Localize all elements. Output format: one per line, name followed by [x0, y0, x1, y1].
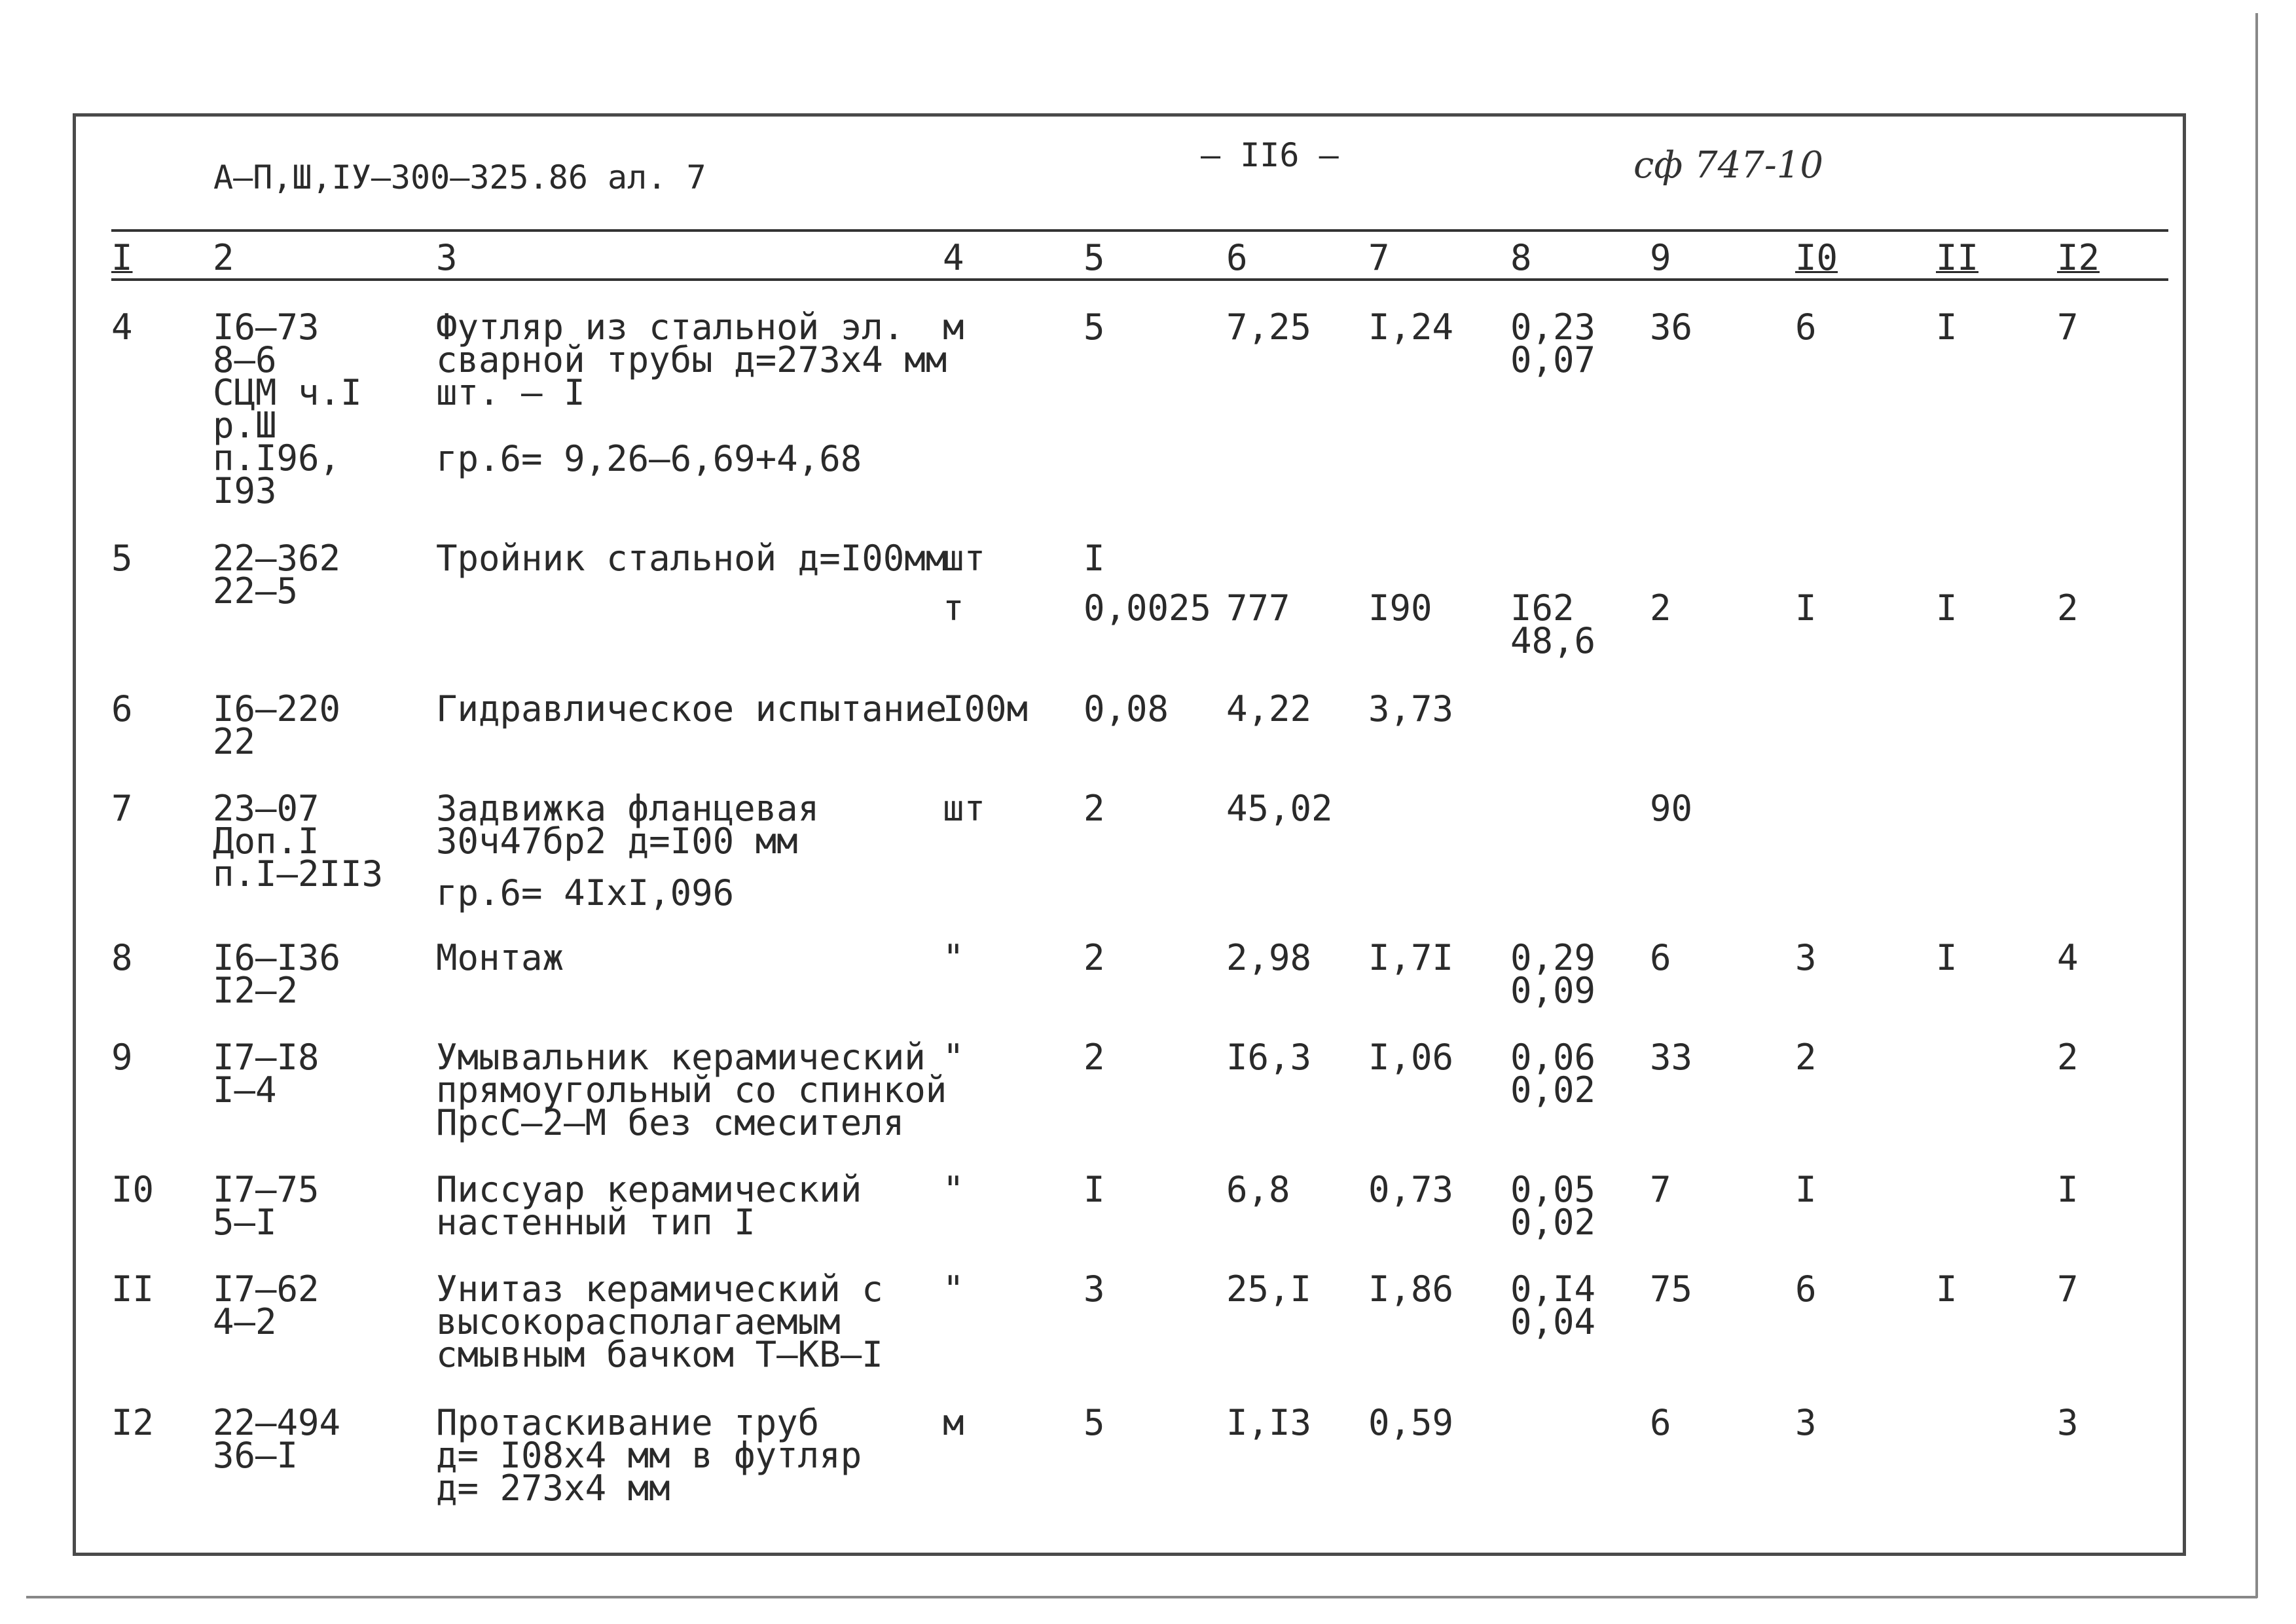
- row-11-description: Унитаз керамический с высокорасполагаемым смывным бачком Т–КВ–I: [436, 1268, 883, 1375]
- row-6-col5: 0,08: [1084, 688, 1169, 729]
- row-4-number: 4: [111, 306, 133, 348]
- row-8-col11: I: [1936, 937, 1958, 978]
- row-10-col8: 0,05 0,02: [1510, 1169, 1596, 1243]
- row-10-number: I0: [111, 1169, 155, 1210]
- scan-edge-right: [2255, 13, 2258, 1598]
- column-number-10: I0: [1795, 237, 1838, 278]
- header-rule-top: [111, 229, 2168, 232]
- row-9-col6: I6,3: [1226, 1037, 1312, 1078]
- row-4-col7: I,24: [1368, 306, 1454, 348]
- row-4-col8: 0,23 0,07: [1510, 306, 1596, 380]
- row-11-col9: 75: [1650, 1268, 1693, 1310]
- row-5-unit-2: т: [943, 587, 964, 629]
- row-9-col10: 2: [1795, 1037, 1817, 1078]
- column-number-8: 8: [1510, 237, 1532, 278]
- row-11-unit: ": [943, 1268, 964, 1310]
- row-11-code: I7–62 4–2: [213, 1268, 319, 1342]
- row-10-col5: I: [1084, 1169, 1105, 1210]
- row-12-description: Протаскивание труб д= I08х4 мм в футляр д= 273х4 мм: [436, 1402, 862, 1509]
- row-7-formula: гр.6= 4IхI,096: [436, 872, 735, 913]
- row-5-col5-b: 0,0025: [1084, 587, 1212, 629]
- row-10-col10: I: [1795, 1169, 1817, 1210]
- column-number-6: 6: [1226, 237, 1248, 278]
- row-5-col5: I: [1084, 538, 1105, 579]
- row-11-col6: 25,I: [1226, 1268, 1312, 1310]
- column-number-5: 5: [1084, 237, 1105, 278]
- row-10-unit: ": [943, 1169, 964, 1210]
- row-5-col11: I: [1936, 587, 1958, 629]
- row-8-col9: 6: [1650, 937, 1671, 978]
- row-8-col7: I,7I: [1368, 937, 1454, 978]
- row-7-unit: шт: [943, 788, 986, 829]
- row-8-code: I6–I36 I2–2: [213, 937, 341, 1011]
- row-6-col7: 3,73: [1368, 688, 1454, 729]
- row-12-code: 22–494 36–I: [213, 1402, 341, 1476]
- row-9-col8: 0,06 0,02: [1510, 1037, 1596, 1111]
- row-10-col7: 0,73: [1368, 1169, 1454, 1210]
- row-12-number: I2: [111, 1402, 155, 1443]
- scan-edge-bottom: [26, 1596, 2257, 1598]
- row-7-code: 23–07 Доп.I п.I–2II3: [213, 788, 384, 895]
- row-4-col9: 36: [1650, 306, 1693, 348]
- row-4-unit: м: [943, 306, 964, 348]
- row-7-col9: 90: [1650, 788, 1693, 829]
- column-number-1: I: [111, 237, 133, 278]
- row-11-col10: 6: [1795, 1268, 1817, 1310]
- row-9-col5: 2: [1084, 1037, 1105, 1078]
- row-8-col8: 0,29 0,09: [1510, 937, 1596, 1011]
- row-9-col7: I,06: [1368, 1037, 1454, 1078]
- row-12-col12: 3: [2057, 1402, 2079, 1443]
- row-5-col10: I: [1795, 587, 1817, 629]
- row-7-col5: 2: [1084, 788, 1105, 829]
- row-12-col7: 0,59: [1368, 1402, 1454, 1443]
- row-6-col6: 4,22: [1226, 688, 1312, 729]
- row-12-unit: м: [943, 1402, 964, 1443]
- row-10-col9: 7: [1650, 1169, 1671, 1210]
- row-10-col12: I: [2057, 1169, 2079, 1210]
- row-10-description: Писсуар керамический настенный тип I: [436, 1169, 862, 1243]
- column-number-11: II: [1936, 237, 1979, 278]
- row-5-col9: 2: [1650, 587, 1671, 629]
- row-11-col11: I: [1936, 1268, 1958, 1310]
- row-5-col8: I62 48,6: [1510, 587, 1596, 661]
- row-4-col5: 5: [1084, 306, 1105, 348]
- row-8-description: Монтаж: [436, 937, 564, 978]
- row-9-code: I7–I8 I–4: [213, 1037, 319, 1111]
- row-8-col5: 2: [1084, 937, 1105, 978]
- row-6-unit: I00м: [943, 688, 1029, 729]
- row-4-col6: 7,25: [1226, 306, 1312, 348]
- row-8-col12: 4: [2057, 937, 2079, 978]
- column-number-4: 4: [943, 237, 964, 278]
- row-9-unit: ": [943, 1037, 964, 1078]
- row-11-col5: 3: [1084, 1268, 1105, 1310]
- row-9-number: 9: [111, 1037, 133, 1078]
- row-7-number: 7: [111, 788, 133, 829]
- page-number: – II6 –: [1201, 136, 1339, 174]
- column-number-9: 9: [1650, 237, 1671, 278]
- table-frame: [73, 113, 2186, 1556]
- row-12-col6: I,I3: [1226, 1402, 1312, 1443]
- row-10-code: I7–75 5–I: [213, 1169, 319, 1243]
- header-rule-bottom: [111, 278, 2168, 281]
- row-4-code: I6–73 8–6 СЦМ ч.I р.Ш п.I96, I93: [213, 306, 362, 511]
- row-4-description: Футляр из стальной эл. сварной трубы д=273х4 мм шт. – I: [436, 306, 947, 413]
- row-5-col12: 2: [2057, 587, 2079, 629]
- column-number-2: 2: [213, 237, 234, 278]
- row-8-number: 8: [111, 937, 133, 978]
- row-4-col12: 7: [2057, 306, 2079, 348]
- row-9-description: Умывальник керамический прямоугольный со спинкой ПрсС–2–М без смесителя: [436, 1037, 947, 1143]
- column-number-3: 3: [436, 237, 458, 278]
- row-4-col11: I: [1936, 306, 1958, 348]
- row-5-number: 5: [111, 538, 133, 579]
- row-6-number: 6: [111, 688, 133, 729]
- row-12-col9: 6: [1650, 1402, 1671, 1443]
- row-9-col12: 2: [2057, 1037, 2079, 1078]
- row-4-col10: 6: [1795, 306, 1817, 348]
- row-7-description: Задвижка фланцевая 30ч47бр2 д=I00 мм: [436, 788, 820, 862]
- row-12-col10: 3: [1795, 1402, 1817, 1443]
- row-7-col6: 45,02: [1226, 788, 1333, 829]
- row-5-description: Тройник стальной д=I00мм: [436, 538, 947, 579]
- column-number-12: I2: [2057, 237, 2100, 278]
- row-4-formula: гр.6= 9,26–6,69+4,68: [436, 438, 862, 479]
- row-5-unit: шт: [943, 538, 986, 579]
- row-11-col12: 7: [2057, 1268, 2079, 1310]
- row-11-number: II: [111, 1268, 155, 1310]
- row-8-col10: 3: [1795, 937, 1817, 978]
- row-8-unit: ": [943, 937, 964, 978]
- row-11-col8: 0,I4 0,04: [1510, 1268, 1596, 1342]
- row-12-col5: 5: [1084, 1402, 1105, 1443]
- row-5-col7: I90: [1368, 587, 1432, 629]
- row-6-description: Гидравлическое испытание: [436, 688, 947, 729]
- row-8-col6: 2,98: [1226, 937, 1312, 978]
- handwritten-note: сф 747-10: [1633, 144, 1824, 187]
- row-9-col9: 33: [1650, 1037, 1693, 1078]
- column-number-7: 7: [1368, 237, 1390, 278]
- row-5-col6: 777: [1226, 587, 1290, 629]
- row-5-code: 22–362 22–5: [213, 538, 341, 612]
- row-6-code: I6–220 22: [213, 688, 341, 762]
- row-10-col6: 6,8: [1226, 1169, 1290, 1210]
- row-11-col7: I,86: [1368, 1268, 1454, 1310]
- document-code: А–П,Ш,IУ–300–325.86 ал. 7: [213, 158, 706, 196]
